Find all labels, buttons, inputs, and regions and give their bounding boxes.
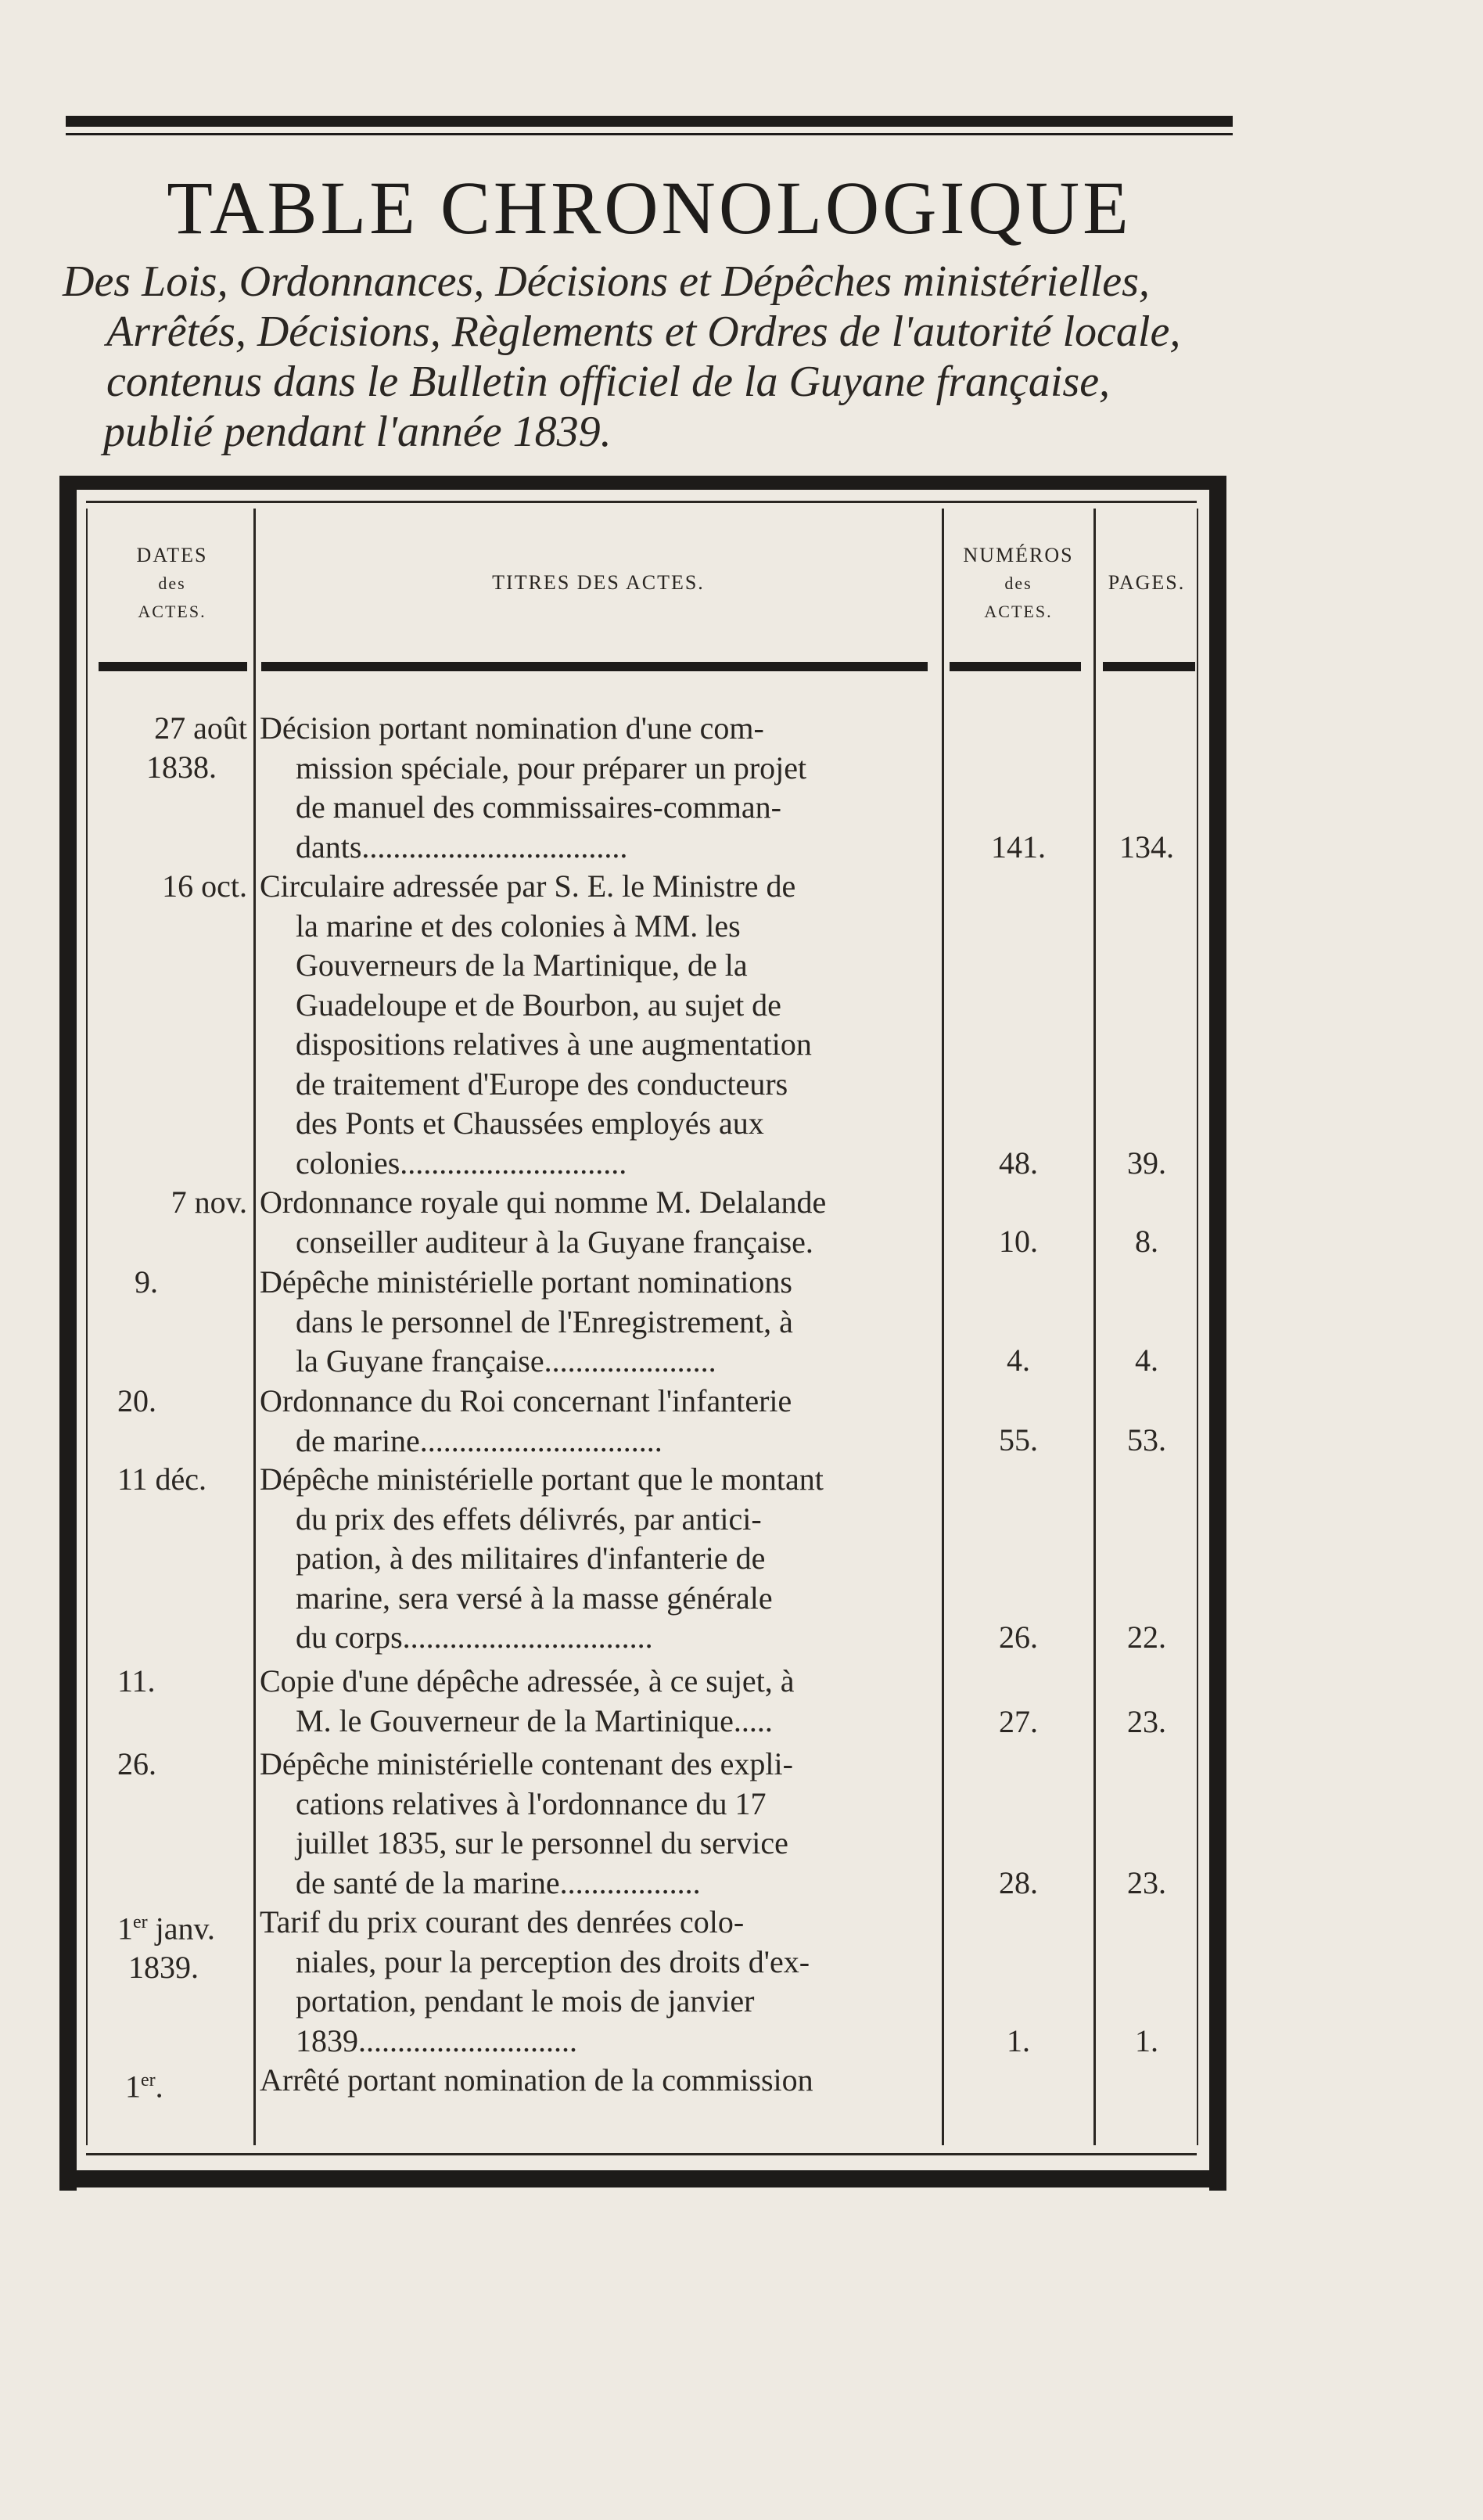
header-dates-line: des — [158, 573, 186, 593]
row-date: 7 nov. — [171, 1185, 247, 1220]
row-date: 26. — [117, 1746, 156, 1781]
row-title-line: Ordonnance du Roi concernant l'infanterie — [260, 1383, 792, 1418]
table-frame-top — [59, 476, 1223, 490]
row-date: 11. — [117, 1663, 156, 1699]
row-title — [260, 1903, 940, 2061]
row-title — [260, 1662, 940, 1741]
row-title-line: la Guyane française...................... — [296, 1343, 716, 1379]
row-numero: 27. — [999, 1704, 1038, 1739]
row-numero: 55. — [999, 1422, 1038, 1458]
header-rule — [261, 662, 928, 671]
row-title-line: juillet 1835, sur le personnel du service — [296, 1825, 788, 1860]
row-title — [260, 867, 940, 1183]
column-divider — [942, 509, 944, 2145]
row-title-line: Copie d'une dépêche adressée, à ce sujet, à — [260, 1663, 795, 1699]
row-title-line: mission spéciale, pour préparer un projet — [296, 750, 807, 785]
row-date-sup: er — [133, 1912, 148, 1932]
row-numero: 1. — [1007, 2023, 1030, 2058]
row-date-line: 27 août — [154, 710, 247, 746]
row-page: 4. — [1135, 1343, 1158, 1378]
row-title-line: de traitement d'Europe des conducteurs — [296, 1066, 788, 1102]
row-page: 23. — [1127, 1704, 1166, 1739]
row-title-line: niales, pour la perception des droits d'ex- — [296, 1943, 810, 1979]
row-title — [260, 1382, 940, 1461]
row-title-line: des Ponts et Chaussées employés aux — [296, 1105, 764, 1141]
table-frame-bottom — [59, 2170, 1226, 2187]
header-pages: PAGES. — [1108, 571, 1186, 594]
row-date: 9. — [135, 1264, 158, 1300]
column-divider — [1093, 509, 1096, 2145]
header-rule — [950, 662, 1081, 671]
subtitle-line-4: publié pendant l'année 1839. — [103, 408, 612, 456]
header-numeros-line: des — [1004, 573, 1032, 593]
row-title-line: Gouverneurs de la Martinique, de la — [296, 947, 748, 983]
row-title — [260, 2061, 940, 2101]
header-numeros — [946, 541, 1090, 626]
row-title-line: 1839............................ — [296, 2022, 577, 2058]
header-rule — [1103, 662, 1195, 671]
row-date-suffix: . — [155, 2069, 163, 2105]
row-numero: 26. — [999, 1619, 1038, 1655]
page-title: TABLE CHRONOLOGIQUE — [167, 166, 1132, 250]
row-date: 11 déc. — [117, 1461, 207, 1497]
row-page: 39. — [1127, 1145, 1166, 1181]
row-title-line: Dépêche ministérielle portant nominations — [260, 1264, 792, 1300]
top-rule-thin — [66, 133, 1233, 135]
row-page: 22. — [1127, 1619, 1166, 1655]
header-numeros-line: ACTES. — [984, 602, 1053, 621]
row-title-line: de santé de la marine.................. — [296, 1864, 701, 1900]
header-dates-line: ACTES. — [138, 602, 206, 621]
row-date-line: 1839. — [128, 1950, 199, 1986]
row-title-line: conseiller auditeur à la Guyane française. — [296, 1224, 813, 1260]
row-title-line: du corps................................ — [296, 1619, 653, 1655]
row-date-day: 1 — [117, 1911, 133, 1947]
row-title-line: portation, pendant le mois de janvier — [296, 1983, 755, 2019]
row-date-line: 1838. — [146, 750, 217, 785]
row-page: 134. — [1119, 829, 1174, 865]
row-title-line: Guadeloupe et de Bourbon, au sujet de — [296, 987, 781, 1023]
row-title — [260, 1183, 940, 1262]
subtitle-line-2: Arrêtés, Décisions, Règlements et Ordres de l'autorité locale, — [106, 307, 1181, 356]
subtitle-line-3: contenus dans le Bulletin officiel de la Guyane française, — [106, 358, 1111, 406]
row-title-line: du prix des effets délivrés, par antici- — [296, 1501, 762, 1537]
row-title — [260, 1745, 940, 1903]
row-title-line: Dépêche ministérielle contenant des expli- — [260, 1746, 793, 1781]
row-page: 1. — [1135, 2023, 1158, 2058]
row-page: 8. — [1135, 1224, 1158, 1259]
row-title — [260, 709, 940, 867]
row-title-line: M. le Gouverneur de la Martinique..... — [296, 1702, 773, 1738]
row-numero: 48. — [999, 1145, 1038, 1181]
row-numero: 10. — [999, 1224, 1038, 1259]
header-numeros-line: NUMÉROS — [963, 544, 1074, 566]
row-title-line: pation, à des militaires d'infanterie de — [296, 1540, 766, 1576]
row-title-line: la marine et des colonies à MM. les — [296, 908, 741, 944]
row-title-line: de marine............................... — [296, 1422, 663, 1458]
row-title-line: colonies............................. — [296, 1145, 627, 1181]
row-title-line: cations relatives à l'ordonnance du 17 — [296, 1785, 767, 1821]
row-title-line: Décision portant nomination d'une com- — [260, 710, 764, 746]
row-date — [117, 1903, 271, 1987]
row-title — [260, 1460, 940, 1658]
header-titles: TITRES DES ACTES. — [492, 571, 705, 594]
table-frame-left — [59, 476, 77, 2191]
row-title — [260, 1263, 940, 1382]
row-date-sup: er — [141, 2070, 156, 2090]
row-title-line: dans le personnel de l'Enregistrement, à — [296, 1303, 793, 1339]
row-date-day: 1 — [125, 2069, 141, 2105]
header-dates — [94, 541, 250, 626]
table-inner-top-rule — [86, 501, 1197, 503]
subtitle-line-1: Des Lois, Ordonnances, Décisions et Dépêches ministérielles, — [63, 257, 1150, 306]
row-page: 53. — [1127, 1422, 1166, 1458]
table-frame-right — [1209, 476, 1226, 2191]
row-page: 23. — [1127, 1865, 1166, 1900]
row-date: 20. — [117, 1383, 156, 1418]
row-date — [125, 2061, 278, 2106]
row-date — [94, 709, 247, 787]
row-title-line: Dépêche ministérielle portant que le montant — [260, 1461, 824, 1497]
column-divider — [86, 509, 88, 2145]
row-title-line: Ordonnance royale qui nomme M. Delalande — [260, 1185, 827, 1220]
row-title-line: marine, sera versé à la masse générale — [296, 1580, 773, 1616]
row-title-line: dispositions relatives à une augmentation — [296, 1026, 812, 1062]
row-title-line: Arrêté portant nomination de la commission — [260, 2062, 813, 2098]
header-dates-line: DATES — [136, 544, 208, 566]
row-date-line — [117, 1903, 271, 1948]
row-title-line: de manuel des commissaires-comman- — [296, 789, 781, 825]
column-divider — [253, 509, 256, 2145]
row-title-line: Circulaire adressée par S. E. le Ministre de — [260, 868, 796, 904]
row-title-line: Tarif du prix courant des denrées colo- — [260, 1904, 745, 1939]
header-rule — [99, 662, 247, 671]
row-numero: 28. — [999, 1865, 1038, 1900]
column-divider — [1197, 509, 1198, 2145]
top-rule — [66, 116, 1233, 127]
row-title-line: dants.................................. — [296, 829, 628, 865]
row-date: 16 oct. — [162, 868, 247, 904]
row-numero: 141. — [991, 829, 1046, 865]
row-numero: 4. — [1007, 1343, 1030, 1378]
table-inner-bottom-rule — [86, 2153, 1197, 2155]
row-date-month: janv. — [147, 1911, 215, 1947]
